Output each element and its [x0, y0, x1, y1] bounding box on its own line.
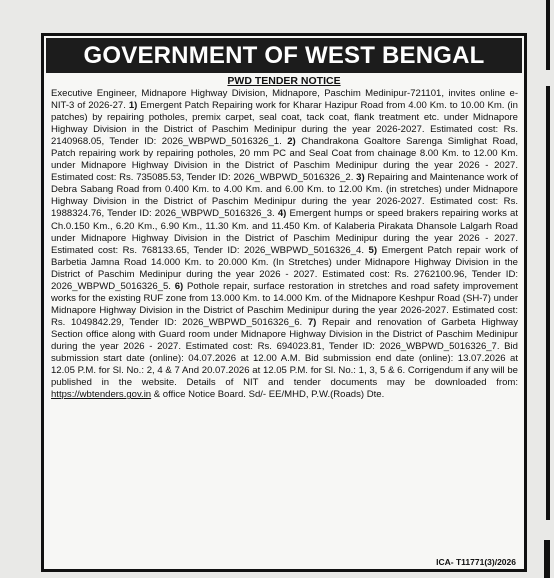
notice-header: [46, 38, 522, 73]
notice-text: Repairing and Maintenance work of Debra Sabang Road from 0.400 Km. to 4.00 Km. and 6.00 Km. to 12.00 Km. (in stretches) under Midnapore Highway Division in the District of Paschim Medinipur during the year 2026-2027. Estimated cost: Rs. 1988324.76, Tender ID: 2026_WBPWD_5016326_3.: [51, 172, 518, 220]
ica-code: ICA- T11771(3)/2026: [436, 557, 516, 567]
item-number: 3): [356, 172, 365, 184]
item-number: 6): [174, 280, 184, 292]
item-number: 5): [368, 244, 378, 256]
notice-text: Executive Engineer, Midnapore Highway Division, Midnapore, Paschim Medinipur-721101, invites online e-NIT-3 of 2026-27.: [51, 88, 518, 112]
notice-text: Chandrakona Goaltore Sarenga Simlighat Road, Patch repairing work by repairing potholes, 20 mm PC and Seal Coat from chainage 8.00 Km. to 12.00 Km. under Midnapore Highway Division in the District of Paschim Medinipur during the year 2026 - 2027. Estimated cost: Rs. 735085.53, Tender ID: 2026_WBPWD_5016326_2.: [51, 136, 518, 184]
government-title: GOVERNMENT OF WEST BENGAL: [83, 41, 485, 69]
notice-text: & office Notice Board. Sd/- EE/MHD, P.W.(Roads) Dte.: [151, 389, 385, 401]
notice-text: Emergent Patch repair work of Barbetia Jamna Road 14.000 Km. to 20.000 Km. (In Stretches) under Midnapore Highway Division in the District of Paschim Medinipur during the year 2026 - 2027. Estimated cost: Rs. 2762100.96, Tender ID: 2026_WBPWD_5016326_5.: [51, 244, 518, 292]
notice-subtitle: PWD TENDER NOTICE: [227, 75, 341, 87]
item-number: 2): [287, 136, 296, 148]
tender-notice-box: [41, 33, 527, 572]
adjacent-column-edge-middle: [546, 86, 550, 520]
notice-text: Pothole repair, surface restoration in stretches and road safety improvement works for the existing RUF zone from 13.000 Km. to 14.000 Km. of the Midnapore Keshpur Road (SH-7) under Midnapore Highway Division in the District of Paschim Medinipur during the year 2026-2027. Estimated cost: Rs. 1049842.29, Tender ID: 2026_WBPWD_5016326_6.: [51, 280, 518, 328]
item-number: 4): [277, 208, 287, 220]
notice-text: Emergent humps or speed brakers repairing works at Ch.0.150 Km., 6.20 Km., 6.90 Km., 11.30 Km. and 11.450 Km. of Kalaberia Pirakata Dhansole Lalgarh Road under Midnapore Highway Division in the District of Paschim Medinipur during the year 2026 - 2027. Estimated cost: Rs. 768133.65, Tender ID: 2026_WBPWD_5016326_4.: [51, 208, 518, 256]
item-number: 7): [307, 316, 317, 328]
notice-text: Repair and renovation of Garbeta Highway Section office along with Guard room under Midnapore Highway Division in the District of Paschim Medinipur during the year 2026 - 2027. Estimated cost: Rs. 694023.81, Tender ID: 2026_WBPWD_5016326_7. Bid submission start date (online): 04.07.2026 at 12.00 A.M. Bid submission end date (online): 13.07.2026 at 12.05 P.M. for Sl. No.: 2, 4 & 7 And 20.07.2026 at 12.05 P.M. for Sl. No.: 1, 3, 5 & 6. Corrigendum if any will be published in the website. Details of NIT and tender documents may be downloaded from:: [51, 316, 518, 389]
notice-text: Emergent Patch Repairing work for Kharar Hazipur Road from 4.00 Km. to 10.00 Km. (in patches) by repairing potholes, premix carpet, seal coat, tack coat, flank treatment etc. under Midnapore Highway Division in the District of Paschim Medinipur during the year 2026-2027. Estimated cost: Rs. 2140968.05, Tender ID: 2026_WBPWD_5016326_1.: [51, 100, 518, 148]
adjacent-column-edge-bottom: [544, 540, 550, 578]
tender-website-link[interactable]: https://wbtenders.gov.in: [51, 389, 152, 401]
adjacent-column-edge-top: [546, 0, 550, 70]
notice-body: [51, 88, 518, 401]
item-number: 1): [128, 100, 138, 112]
